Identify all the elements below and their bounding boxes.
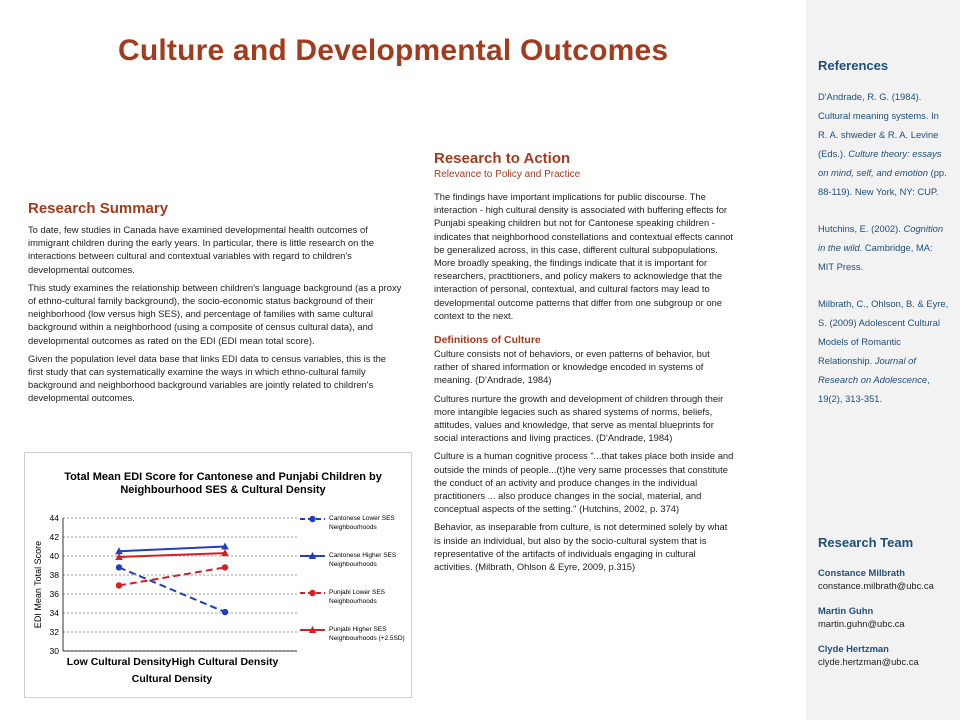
- research-team-heading: Research Team: [818, 535, 914, 550]
- definition-paragraph: Culture is a human cognitive process "...that takes place both inside and outside the minds of people...(t)he very same processes that constitute the conduct of an activity and produce changes in the individual practitioners ... also produce changes in the social, material, and conceptual aspects of the setting." (Hutchins, 2002, p. 374): [434, 450, 734, 515]
- y-tick-label: 44: [49, 513, 59, 523]
- references-heading: References: [818, 58, 889, 73]
- definition-paragraph: Cultures nurture the growth and development of children through their more intangible legacies such as shared systems of norms, beliefs, attitudes, values and knowledge, that serve as mental blueprints for social interactions and living practices. (D'Andrade, 1984): [434, 392, 724, 444]
- research-to-action-subheading: Relevance to Policy and Practice: [434, 169, 581, 180]
- x-axis-label: Cultural Density: [131, 673, 213, 685]
- legend-label: Neighbourhoods (+2.5SD): [329, 635, 405, 642]
- series-line: [119, 553, 225, 557]
- references-section: [818, 58, 950, 426]
- definitions-heading: Definitions of Culture: [434, 334, 541, 347]
- member-email[interactable]: clyde.hertzman@ubc.ca: [818, 656, 919, 667]
- action-paragraph: The findings have important implications for public discourse. The interaction - high cultural density is associated with buffering effects for Punjabi speaking children but not for Cantonese speaking children - indicates that neighborhood constellations and contextual effects cannot be generalized across, in this case, different cultural subpopulations. More broadly speaking, the findings indicate that it is important for researchers, practitioners, and policy makers to acknowledge that the interaction of personal, contextual, and cultural factors may lead to developmental outcome patterns that differ from one subgroup or one context to the next.: [434, 191, 733, 321]
- y-tick-label: 40: [49, 551, 59, 561]
- research-team-section: [818, 535, 956, 680]
- member-name: Clyde Hertzman: [818, 643, 889, 654]
- data-point: [222, 609, 228, 615]
- y-axis-label: EDI Mean Total Score: [33, 540, 43, 629]
- summary-paragraph: Given the population level data base that links EDI data to census variables, this is the first study that can systematically examine the ways in which ethno-cultural family background and neighborhood background variables are jointly related to children's developmental outcomes.: [28, 352, 387, 404]
- y-tick-label: 30: [49, 646, 59, 656]
- legend-label: Cantonese Higher SES: [329, 552, 397, 559]
- definition-paragraph: Behavior, as inseparable from culture, is not determined solely by what is inside an individual, but also by the socio-cultural system that is representative of the artifacts of individuals engaging in cultural activities. (Milbrath, Ohlson & Eyre, 2009, p.315): [434, 521, 728, 573]
- data-point: [116, 582, 122, 588]
- x-category-label: High Cultural Density: [171, 656, 279, 668]
- legend-label: Neighbourhoods: [329, 524, 377, 531]
- edi-chart-svg: [25, 453, 411, 697]
- legend-swatch-marker: [309, 590, 315, 596]
- series-line: [119, 567, 225, 585]
- legend-label: Neighbourhoods: [329, 598, 377, 605]
- y-tick-label: 34: [49, 608, 59, 618]
- research-summary-section: [28, 200, 403, 410]
- research-to-action-section: [434, 150, 734, 578]
- member-name: Constance Milbrath: [818, 567, 905, 578]
- member-name: Martin Guhn: [818, 605, 874, 616]
- page-title: Culture and Developmental Outcomes: [118, 34, 669, 67]
- member-email[interactable]: martin.guhn@ubc.ca: [818, 618, 905, 629]
- legend-label: Punjabi Higher SES: [329, 626, 387, 633]
- series-line: [119, 567, 225, 612]
- team-member: [818, 642, 956, 668]
- reference-item: Milbrath, C., Ohlson, B. & Eyre, S. (2009) Adolescent Cultural Models of Romantic Relationship. Journal of Research on Adolescence, 19(2), 313-351.: [818, 298, 949, 404]
- legend-label: Neighbourhoods: [329, 561, 377, 568]
- series-line: [119, 547, 225, 552]
- definition-paragraph: Culture consists not of behaviors, or even patterns of behavior, but rather of shared information or knowledge encoded in systems of meaning. (D'Andrade, 1984): [434, 348, 710, 386]
- reference-item: D'Andrade, R. G. (1984). Cultural meaning systems. In R. A. shweder & R. A. Levine (Eds.). Culture theory: essays on mind, self, and emotion (pp. 88-119). New York, NY: CUP.: [818, 91, 947, 197]
- member-email[interactable]: constance.milbrath@ubc.ca: [818, 580, 934, 591]
- chart-title-line: Total Mean EDI Score for Cantonese and Punjabi Children by: [64, 471, 382, 483]
- y-tick-label: 42: [49, 532, 59, 542]
- y-tick-label: 36: [49, 589, 59, 599]
- legend-label: Punjabi Lower SES: [329, 589, 386, 596]
- y-tick-label: 38: [49, 570, 59, 580]
- legend-swatch-marker: [309, 516, 315, 522]
- x-category-label: Low Cultural Density: [66, 656, 172, 668]
- summary-paragraph: To date, few studies in Canada have examined developmental health outcomes of immigrant children during the early years. In particular, there is little research on the interactions between cultural and contextual variables with regard to children's developmental outcomes.: [28, 224, 374, 275]
- y-tick-label: 32: [49, 627, 59, 637]
- summary-paragraph: This study examines the relationship between children's language background (as a proxy of ethno-cultural family background), the socio-economic status background of their neighborhood (low versus high SES), and percentage of families with same cultural background within a neighborhood (using a composite of census cultural data), and developmental outcomes as rated on the EDI (EDI mean total score).: [28, 281, 402, 346]
- data-point: [116, 564, 122, 570]
- research-summary-heading: Research Summary: [28, 200, 169, 217]
- team-member: [818, 566, 956, 592]
- research-to-action-heading: Research to Action: [434, 150, 571, 167]
- legend-label: Cantonese Lower SES: [329, 515, 395, 522]
- team-member: [818, 604, 956, 630]
- edi-chart: [24, 452, 412, 698]
- reference-item: Hutchins, E. (2002). Cognition in the wild. Cambridge, MA: MIT Press.: [818, 223, 944, 272]
- chart-title-line: Neighbourhood SES & Cultural Density: [120, 484, 326, 496]
- data-point: [222, 564, 228, 570]
